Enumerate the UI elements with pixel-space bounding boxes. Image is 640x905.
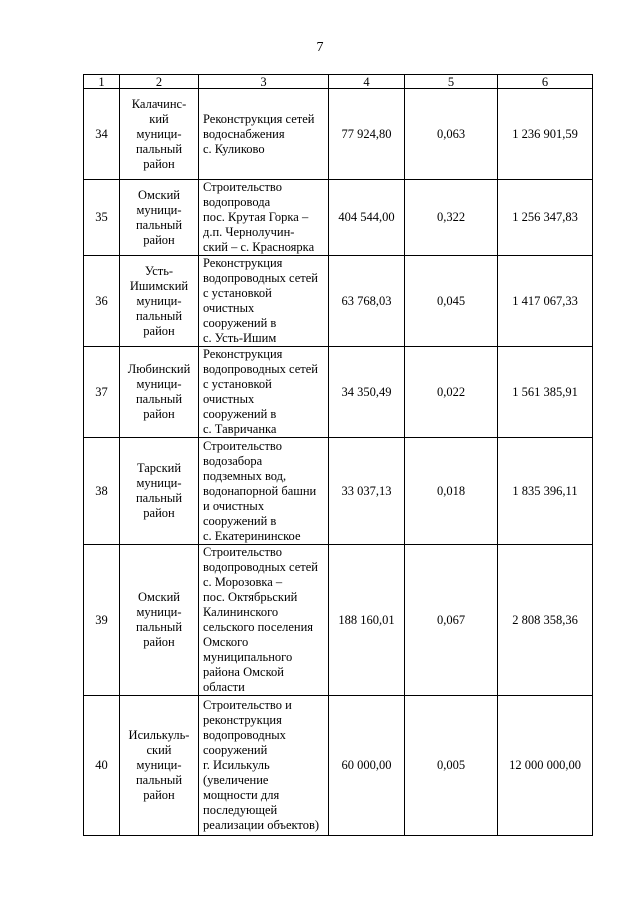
project-text: Строительство водозабора подземных вод, водонапорной башни и очистных сооружений в с. Екатерининское [203, 438, 317, 543]
table-row [84, 180, 593, 256]
row-number-cell [84, 696, 120, 836]
project-cell [199, 347, 329, 438]
value-col6-cell [498, 89, 593, 180]
district-text: Калачинс- кий муници- пальный район [131, 96, 187, 171]
value-col5-cell [405, 545, 498, 696]
value-col6-cell [498, 545, 593, 696]
value-col6-text: 1 561 385,91 [512, 384, 578, 399]
header-cell: 1 [84, 75, 120, 89]
value-col6-cell [498, 438, 593, 545]
value-col6-text: 2 808 358,36 [512, 612, 578, 627]
project-cell [199, 438, 329, 545]
table-row [84, 347, 593, 438]
row-number-cell [84, 545, 120, 696]
value-col4-text: 63 768,03 [341, 293, 392, 308]
value-col4-cell [329, 438, 405, 545]
value-col5-cell [405, 347, 498, 438]
row-number-cell [84, 256, 120, 347]
value-col4-text: 33 037,13 [341, 483, 392, 498]
value-col5-text: 0,067 [436, 612, 466, 627]
value-col5-text: 0,322 [436, 210, 466, 224]
header-cell: 4 [329, 75, 405, 89]
value-col5-text: 0,045 [436, 293, 466, 308]
value-col6-text: 1 835 396,11 [512, 483, 578, 498]
value-col4-text: 188 160,01 [338, 612, 395, 627]
row-number-text: 36 [95, 293, 108, 308]
value-col6-cell [498, 696, 593, 836]
project-cell [199, 696, 329, 836]
project-text: Реконструкция сетей водоснабжения с. Куликово [203, 111, 315, 156]
value-col5-cell [405, 180, 498, 256]
value-col5-cell [405, 256, 498, 347]
district-cell [120, 89, 199, 180]
project-cell [199, 545, 329, 696]
project-cell [199, 256, 329, 347]
value-col5-text: 0,005 [436, 758, 466, 772]
value-col6-cell [498, 180, 593, 256]
district-text: Усть- Ишимский муници- пальный район [129, 263, 189, 338]
value-col6-cell [498, 347, 593, 438]
row-number-text: 38 [95, 483, 108, 498]
value-col6-text: 1 236 901,59 [512, 126, 578, 141]
value-col4-text: 77 924,80 [341, 126, 392, 141]
district-cell [120, 347, 199, 438]
header-cell: 5 [405, 75, 498, 89]
value-col4-text: 34 350,49 [341, 384, 392, 399]
project-text: Реконструкция водопроводных сетей с установкой очистных сооружений в с. Усть-Ишим [203, 256, 318, 345]
district-cell [120, 545, 199, 696]
row-number-text: 39 [95, 612, 108, 627]
table-row [84, 256, 593, 347]
district-cell [120, 438, 199, 545]
header-cell: 6 [498, 75, 593, 89]
project-text: Строительство водопровода пос. Крутая Горка – д.п. Чернолучин- ский – с. Красноярка [203, 180, 315, 254]
row-number-cell [84, 89, 120, 180]
value-col5-text: 0,018 [436, 483, 466, 498]
value-col6-text: 1 417 067,33 [512, 293, 578, 308]
district-text: Тарский муници- пальный район [135, 461, 183, 520]
page-number: 7 [316, 40, 324, 55]
district-text: Исилькуль- ский муници- пальный район [128, 728, 190, 802]
value-col4-text: 60 000,00 [341, 758, 392, 772]
value-col5-text: 0,063 [436, 126, 466, 141]
district-cell [120, 256, 199, 347]
value-col5-cell [405, 89, 498, 180]
project-text: Реконструкция водопроводных сетей с установкой очистных сооружений в с. Тавричанка [203, 347, 318, 436]
value-col4-cell [329, 180, 405, 256]
row-number-cell [84, 347, 120, 438]
row-number-text: 35 [95, 210, 108, 224]
table-row [84, 545, 593, 696]
district-cell [120, 180, 199, 256]
row-number-text: 37 [95, 384, 108, 399]
project-text: Строительство водопроводных сетей с. Морозовка – пос. Октябрьский Калининского сельского поселения Омского муниципального района Омской области [203, 545, 318, 694]
header-cell: 3 [199, 75, 329, 89]
value-col4-cell [329, 696, 405, 836]
value-col6-text: 1 256 347,83 [512, 210, 578, 224]
value-col4-cell [329, 347, 405, 438]
project-cell [199, 89, 329, 180]
project-text: Строительство и реконструкция водопроводных сооружений г. Исилькуль (увеличение мощности для последующей реализации объектов) [203, 698, 320, 832]
value-col4-cell [329, 256, 405, 347]
value-col6-text: 12 000 000,00 [509, 758, 581, 772]
project-cell [199, 180, 329, 256]
row-number-cell [84, 438, 120, 545]
header-row [84, 75, 593, 89]
district-text: Омский муници- пальный район [135, 187, 183, 247]
row-number-text: 34 [95, 126, 108, 141]
value-col4-cell [329, 89, 405, 180]
table-row [84, 89, 593, 180]
value-col6-cell [498, 256, 593, 347]
data-table [83, 74, 593, 836]
table-row [84, 438, 593, 545]
row-number-cell [84, 180, 120, 256]
row-number-text: 40 [95, 758, 108, 772]
district-cell [120, 696, 199, 836]
value-col4-text: 404 544,00 [338, 210, 395, 224]
table-row [84, 696, 593, 836]
value-col5-cell [405, 438, 498, 545]
header-cell: 2 [120, 75, 199, 89]
district-text: Любинский муници- пальный район [127, 362, 191, 421]
value-col4-cell [329, 545, 405, 696]
value-col5-cell [405, 696, 498, 836]
district-text: Омский муници- пальный район [135, 590, 183, 649]
value-col5-text: 0,022 [436, 384, 466, 399]
